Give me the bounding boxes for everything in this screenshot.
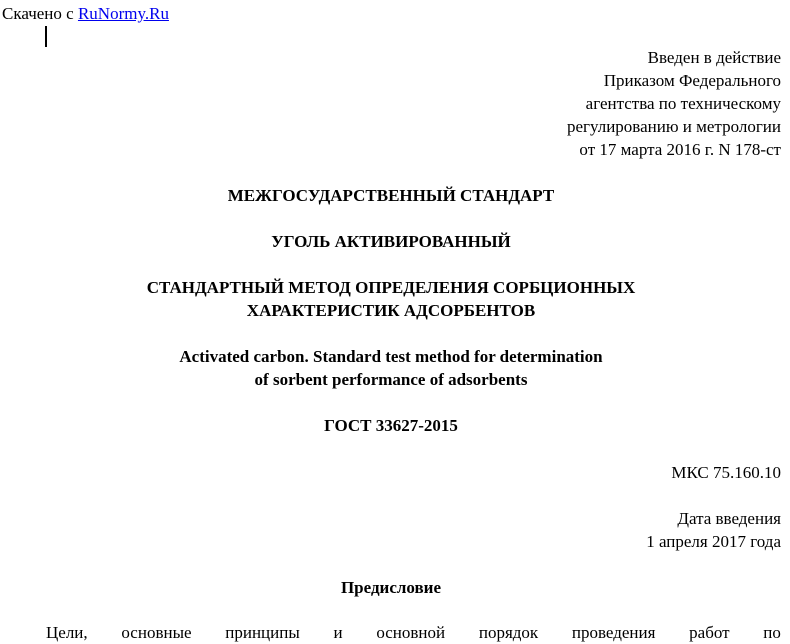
foreword-heading-text: Предисловие	[340, 578, 442, 597]
mks-text: МКС 75.160.10	[671, 463, 781, 482]
introduction-date-block	[646, 507, 781, 553]
intro-label: Дата введения	[677, 509, 781, 528]
foreword-word: порядок	[478, 623, 539, 642]
mks-code	[671, 461, 781, 484]
approval-line: от 17 марта 2016 г. N 178-ст	[579, 140, 781, 159]
method-line-2: ХАРАКТЕРИСТИК АДСОРБЕНТОВ	[246, 301, 536, 320]
english-title	[0, 345, 782, 391]
english-line-2: of sorbent performance of adsorbents	[254, 370, 528, 389]
standard-type-heading	[0, 184, 782, 207]
foreword-word: основные	[121, 623, 192, 642]
method-heading	[0, 276, 782, 322]
foreword-word: основной	[376, 623, 446, 642]
foreword-word: Цели,	[46, 623, 88, 642]
method-line-1: СТАНДАРТНЫЙ МЕТОД ОПРЕДЕЛЕНИЯ СОРБЦИОННЫХ	[146, 278, 636, 297]
english-line-1: Activated carbon. Standard test method for determination	[179, 347, 603, 366]
source-link[interactable]: RuNormy.Ru	[77, 4, 169, 23]
subject-heading	[0, 230, 782, 253]
foreword-word: работ	[689, 623, 730, 642]
text-cursor	[45, 26, 47, 47]
foreword-word: по	[763, 623, 781, 642]
standard-code	[0, 414, 782, 437]
approval-block	[567, 46, 781, 161]
foreword-heading	[0, 576, 782, 599]
approval-line: агентства по техническому	[585, 94, 781, 113]
approval-line: Приказом Федерального	[603, 71, 781, 90]
intro-date: 1 апреля 2017 года	[646, 532, 781, 551]
download-source-line	[2, 2, 169, 25]
subject-text: УГОЛЬ АКТИВИРОВАННЫЙ	[271, 232, 511, 251]
approval-line: регулированию и метрологии	[566, 117, 781, 136]
foreword-word: проведения	[571, 623, 656, 642]
downloaded-prefix: Скачено с	[2, 4, 74, 23]
standard-code-text: ГОСТ 33627-2015	[324, 416, 458, 435]
foreword-word: и	[333, 623, 343, 642]
standard-type-text: МЕЖГОСУДАРСТВЕННЫЙ СТАНДАРТ	[227, 186, 555, 205]
foreword-word: принципы	[225, 623, 300, 642]
approval-line: Введен в действие	[647, 48, 781, 67]
